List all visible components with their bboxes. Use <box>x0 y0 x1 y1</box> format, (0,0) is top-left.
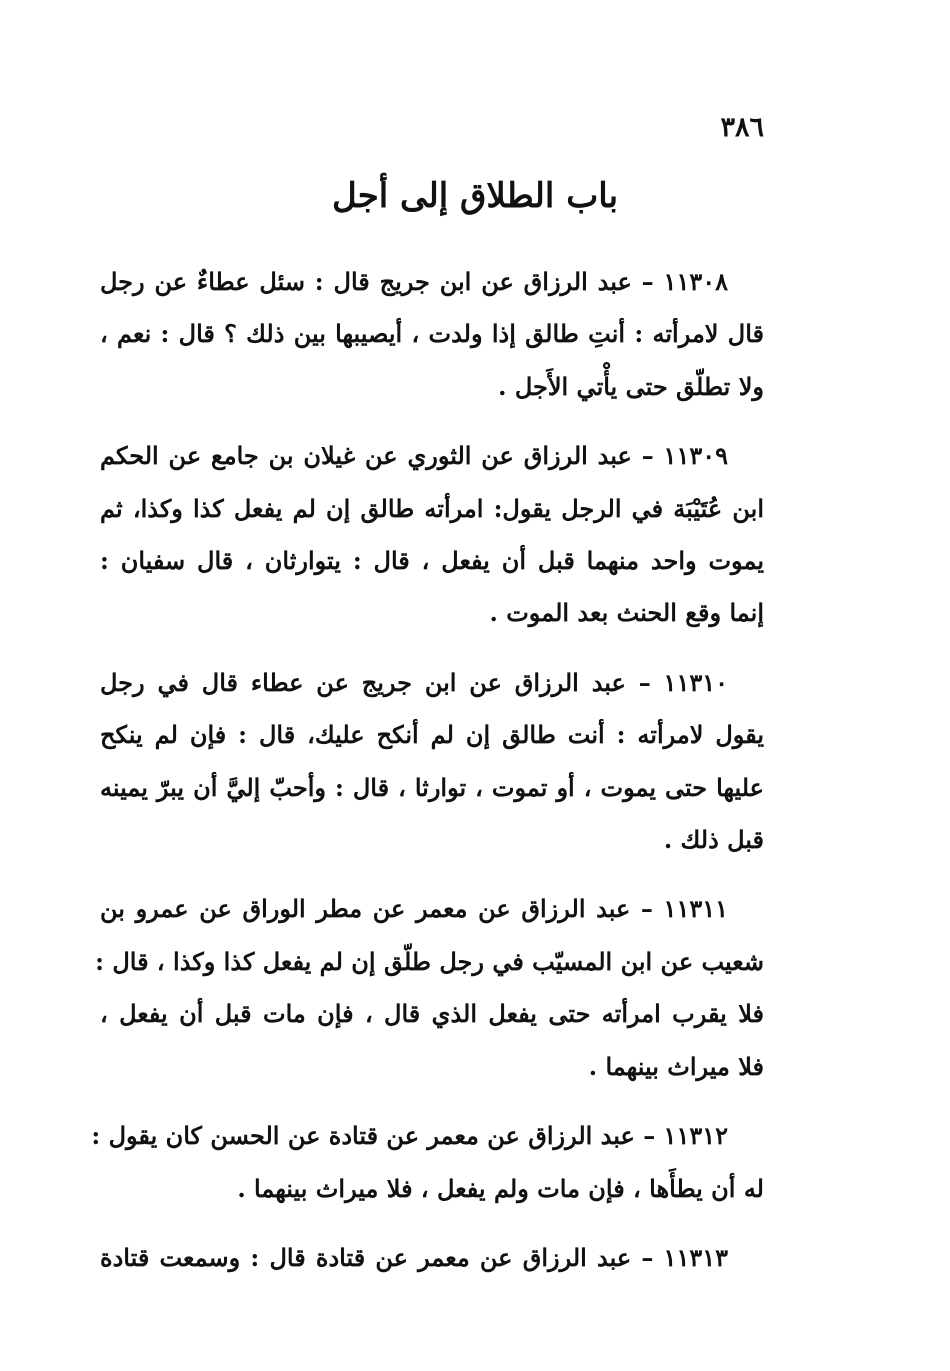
entry-line: ١١٣٠٨ – عبد الرزاق عن ابن جريج قال : سئل عطاءٌ عن رجل <box>100 267 728 296</box>
entry-line: ١١٣١٣ – عبد الرزاق عن معمر عن قتادة قال : وسمعت قتادة <box>100 1242 728 1272</box>
hadith-entry-11308 <box>100 256 764 413</box>
chapter-title: باب الطلاق إلى أجل <box>331 176 619 216</box>
entry-line: فلا يقرب امرأته حتى يفعل الذي قال ، فإن مات قبل أن يفعل ، <box>100 999 764 1029</box>
hadith-entry-11310 <box>100 657 764 867</box>
entry-line: شعيب عن ابن المسيّب في رجل طلّق إن لم يفعل كذا وكذا ، قال : <box>95 946 764 976</box>
hadith-entry-11312 <box>91 1110 764 1215</box>
entry-line: ابن عُتَيْبَة في الرجل يقول: امرأته طالق إن لم يفعل كذا وكذا، ثم <box>100 493 764 523</box>
entry-line: ولا تطلّق حتى يأْتي الأَجل . <box>498 371 764 401</box>
entry-line: فلا ميراث بينهما . <box>588 1051 764 1081</box>
entry-line: ١١٣١٠ – عبد الرزاق عن ابن جريج عن عطاء قال في رجل <box>100 667 728 697</box>
hadith-entry-11311 <box>95 883 764 1093</box>
hadith-entries <box>91 256 764 1284</box>
entry-line: قال لامرأته : أنتِ طالق إذا ولدت ، أيصيبها بين ذلك ؟ قال : نعم ، <box>100 319 764 349</box>
hadith-entry-11313 <box>100 1232 764 1284</box>
entry-line: ١١٣١٢ – عبد الرزاق عن معمر عن قتادة عن الحسن كان يقول : <box>91 1121 728 1151</box>
entry-line: ١١٣١١ – عبد الرزاق عن معمر عن مطر الوراق عن عمرو بن <box>100 894 728 924</box>
entry-line: عليها حتى يموت ، أو تموت ، توارثا ، قال : وأحبّ إليَّ أن يبرّ يمينه <box>100 772 764 802</box>
entry-line: ١١٣٠٩ – عبد الرزاق عن الثوري عن غيلان بن جامع عن الحكم <box>100 441 728 471</box>
entry-line: له أن يطأَها ، فإن مات ولم يفعل ، فلا ميراث بينهما . <box>237 1173 764 1203</box>
entry-line: إنما وقع الحنث بعد الموت . <box>489 598 764 628</box>
entry-line: يموت واحد منهما قبل أن يفعل ، قال : يتوارثان ، قال سفيان : <box>100 546 764 576</box>
page-number: ٣٨٦ <box>720 112 764 143</box>
hadith-entry-11309 <box>100 430 764 640</box>
entry-line: يقول لامرأته : أنت طالق إن لم أنكح عليك، قال : فإن لم ينكح <box>100 720 764 750</box>
entry-line: قبل ذلك . <box>663 825 764 855</box>
